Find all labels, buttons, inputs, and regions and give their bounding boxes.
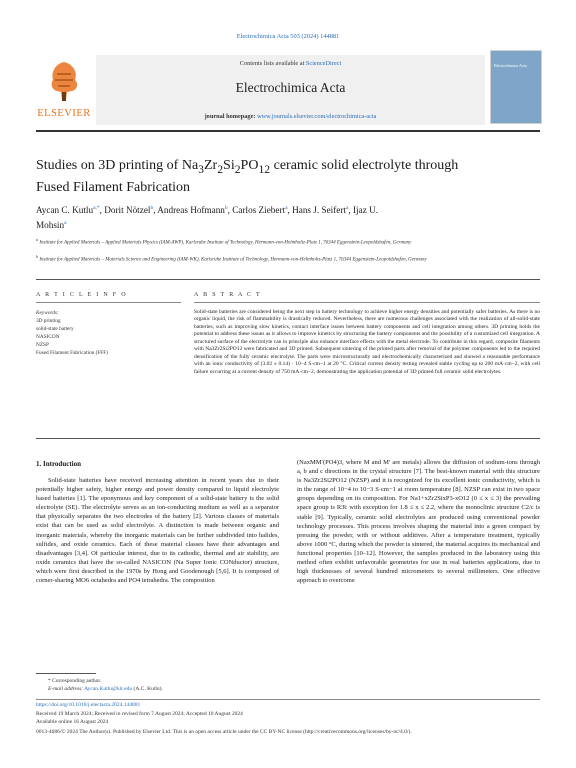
keyword-item: Fused Filament Fabrication (FFF) (36, 350, 108, 356)
email-suffix: (A.C. Kutlu). (133, 686, 163, 692)
doi-link[interactable]: https://doi.org/10.1016/j.electacta.2024.144881 (36, 702, 141, 708)
author-hofmann[interactable]: , Andreas Hofmann (153, 205, 225, 216)
keyword-item: NZSP (36, 342, 49, 348)
footnote-divider (36, 673, 96, 674)
affil-mark[interactable]: a (285, 205, 288, 211)
article-title: Studies on 3D printing of $Na_3Zr_2Si_2PO_{12}$ ceramic solid electrolyte through Fused Filament Fabrication (36, 158, 459, 195)
elsevier-tree-icon (45, 56, 83, 104)
title-part: Studies on 3D printing of Na (36, 158, 199, 173)
author-list (36, 202, 516, 232)
affil-a-text: Institute for Applied Materials – Applied Materials Physics (IAM-AWP), Karlsruhe Institute of Technology, Hermann-von-Helmholtz-Platz 1, 76344 Eggenstein-Leopoldshafen, Germany (39, 240, 412, 246)
affiliation-a (36, 236, 496, 247)
affil-a-mark: a (36, 237, 39, 242)
affil-mark[interactable]: a (345, 205, 349, 211)
intro-paragraph-1: Solid-state batteries have received increasing attention in recent years due to their potentially higher safety, higher energy and power density compared to liquid electrolyte based batteries [1]. The eponymous and key component of a solid-state battery is the solid electrolyte (SE). The electrolyte serves as an ion-conducting medium as well as a separator that physically separates the two electrodes of the battery [2]. Various classes of materials exist that can be used as solid electrolyte. A distinction is made between organic and inorganic materials, whereby the inorganic materials can be further subdivided into halides, sulfides, and oxide ceramics. Each of these material classes have their advantages and disadvantages [3,4]. Of particular interest, due to its cathodic, thermal and air stability, are oxide ceramics that have the so-called NASICON (Na Super Ionic CONductor) structure, which were first described in the 1970s by Hong and Goodenough [5,6]. It is composed of corner-sharing MO6 octahedra and PO4 tetrahedra. The composition (36, 477, 279, 585)
affil-mark[interactable]: a (64, 220, 67, 227)
copyright-notice: 0013-4686/© 2024 The Author(s). Published by Elsevier Ltd. This is an open access article under the CC BY-NC license (http://creativecommons.org/licenses/by-nc/4.0/). (36, 729, 412, 735)
contents-prefix: Contents lists available at (239, 60, 306, 67)
affil-mark[interactable]: b (224, 205, 228, 211)
affil-mark[interactable]: b (150, 205, 154, 211)
homepage-label: journal homepage: (204, 113, 256, 120)
sciencedirect-link[interactable]: ScienceDirect (305, 60, 342, 67)
journal-cover-thumbnail[interactable] (490, 50, 542, 124)
article-info-rule (36, 302, 181, 303)
keyword-item: 3D printing (36, 318, 61, 324)
journal-homepage (96, 113, 485, 120)
received-dates: Received 19 March 2024; Received in revised form 7 August 2024; Accepted 10 August 2024 (36, 711, 243, 717)
email-footnote (48, 685, 163, 693)
author-seifert[interactable]: , Hans J. Seifert (287, 205, 346, 216)
author-noetzel[interactable]: , Dorit Nötzel (99, 205, 151, 216)
abstract-heading: A B S T R A C T (194, 292, 262, 298)
author-mohsin[interactable]: , Ijaz U. (348, 205, 378, 216)
footer-divider (36, 699, 540, 700)
affil-b-text: Institute for Applied Materials – Materials Science and Engineering (IAM-WK), Karlsruhe Institute of Technology, Hermann-von-Helmholtz-Platz 1, 76344 Eggenstein-Leopoldshafen, Germany (39, 257, 427, 263)
introduction-heading: 1. Introduction (36, 460, 81, 468)
author-mohsin-cont[interactable]: Mohsin (36, 220, 65, 231)
intro-paragraph-2: (NaxMM′(PO4)3, where M and M′ are metals) allows the diffusion of sodium-ions through a, b and c directions in the crystal structure [7]. The best-known material with this structure is Na3Zr2Si2PO12 (NZSP) and it is recognized for its excellent ionic conductivity, which is in the range of 10−4 to 10−3 S·cm−1 at room temperature [8]. NZSP can exist in two space groups depending on its composition. For Na1+xZr2SixP3-xO12 (0 ≤ x ≤ 3) the prevailing space group is R3̄c with exception for 1.8 ≤ x ≤ 2.2, where the monoclinic structure C2/c is stable [9]. Typically, ceramic solid electrolytes are produced using conventional powder technology processes. This process involves shaping the material into a green compact by pressing the powder, with or without additives. After a temperature treatment, typically above 1000 °C, during which the powder is sintered, the material acquires its mechanical and functional properties [10–12]. However, the samples produced in the laboratory using this method often exhibit unfavorable geometries for use in real batteries applications, due to high thicknesses of several hundred micrometers to several millimeters. One effective approach to overcome (297, 459, 540, 585)
available-online: Available online 16 August 2024 (36, 719, 109, 725)
article-info-heading: A R T I C L E I N F O (36, 292, 128, 298)
keywords-title: Keywords: (36, 310, 59, 316)
body-column-left (36, 476, 279, 585)
abstract-bottom-divider (36, 438, 540, 439)
author-kutlu[interactable]: Aycan C. Kutlu (36, 205, 94, 216)
header-divider (36, 130, 540, 132)
body-column-right (297, 458, 540, 585)
title-line-2: Fused Filament Fabrication (36, 179, 190, 195)
publisher-name: ELSEVIER (37, 108, 91, 119)
keyword-item: NASICON (36, 334, 60, 340)
abstract-text: Solid-state batteries are considered being the next step in battery technology to achieve higher energy densities and potentially safer batteries. As there is no organic liquid, the risk of flammability is drastically reduced. Nevertheless, there are numerous challenges associated with the realization of all-solid-state batteries, such as improving slow kinetics, contact interface issues between battery components and cell integration among others. 3D printing holds the potential to address these issues as it allows to improve kinetics by structuring the battery components and the possibility of a customized cell integration. A structured surface of the electrolyte can in principle also enhance interface effects with the metal electrode. To contribute in this regard, composite filaments with Na3Zr2Si2PO12 were fabricated and 3D printed. Subsequent sintering of the printed parts after removal of the polymer components led to the required densification of the fully ceramic electrolyte. The parts were microstructurally and electrochemically characterized and showed a reasonable performance with an ionic conductivity of (3.02 ± 0.14) · 10−4 S·cm−1 at 20 °C. Critical current density testing revealed stable cycling up to 200 mA·cm−2, with cell failure occurring at a current density of 750 mA·cm−2, demonstrating the application potential of 3D printed full ceramic solid electrolytes. (194, 309, 540, 375)
journal-reference[interactable]: Electrochimica Acta 503 (2024) 144881 (236, 33, 340, 40)
section-divider (36, 279, 540, 280)
contents-available (96, 60, 485, 67)
journal-name: Electrochimica Acta (235, 80, 346, 95)
elsevier-logo[interactable] (36, 52, 92, 124)
abstract-rule (194, 302, 540, 303)
corresponding-author-note: * Corresponding author. (48, 678, 102, 684)
email-link[interactable]: Aycan.Kutlu@kit.edu (84, 686, 133, 692)
cover-title: Electrochimica Acta (494, 63, 527, 68)
homepage-link[interactable]: www.journals.elsevier.com/electrochimica-acta (257, 113, 377, 120)
email-label: E-mail address: (48, 686, 84, 692)
author-ziebert[interactable]: , Carlos Ziebert (227, 205, 286, 216)
affiliation-b (36, 253, 496, 264)
affil-b-mark: b (36, 254, 39, 259)
keyword-item: solid-state battery (36, 326, 74, 332)
affil-mark[interactable]: a,* (93, 205, 100, 211)
